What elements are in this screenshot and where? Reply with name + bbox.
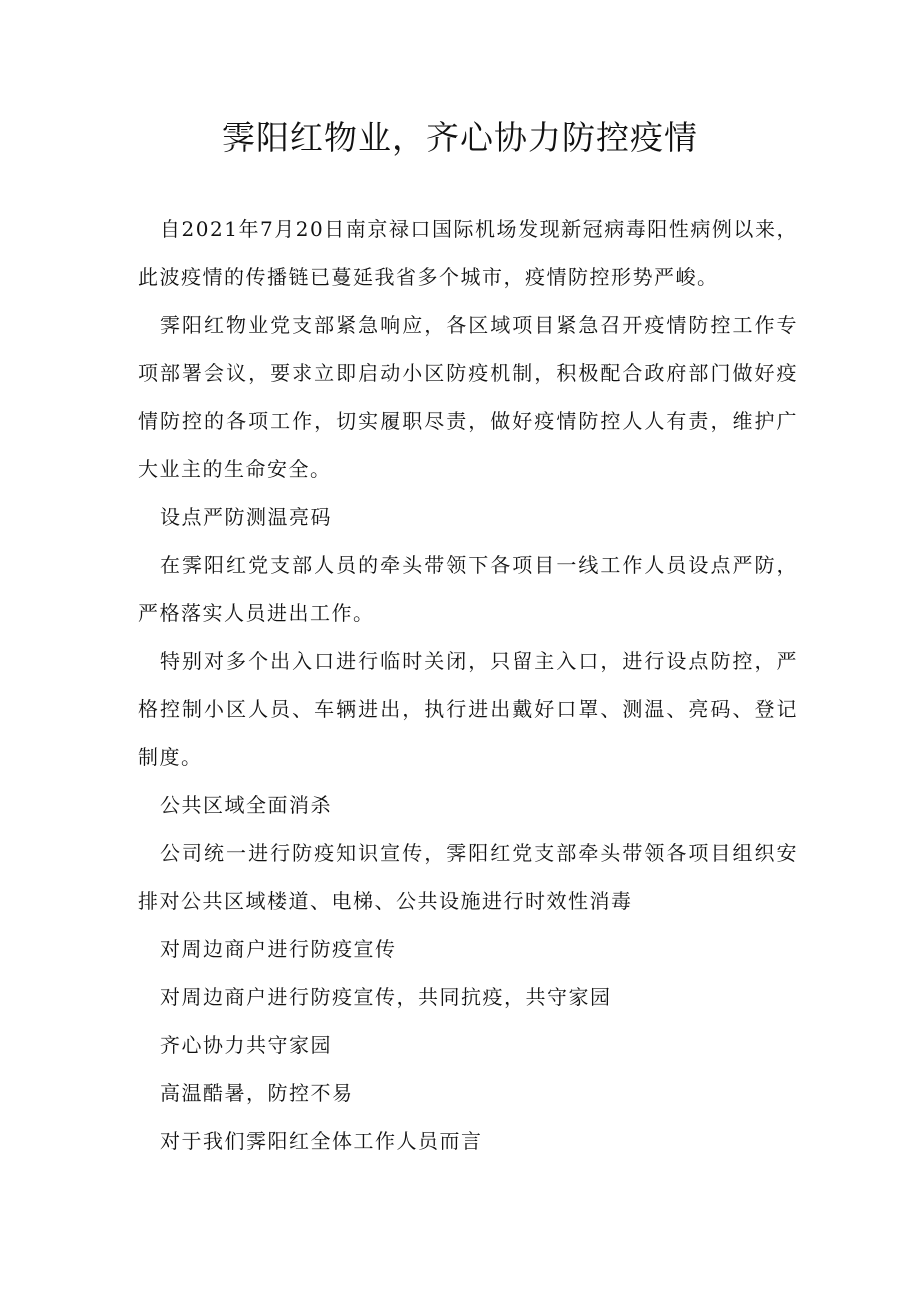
paragraph-party-response: 霁阳红物业党支部紧急响应，各区域项目紧急召开疫情防控工作专项部署会议，要求立即启动小区防疫机制，积极配合政府部门做好疫情防控的各项工作，切实履职尽责，做好疫情防控人人有责，维护广大业主的生命安全。 (138, 313, 798, 481)
paragraph-disinfection: 公司统一进行防疫知识宣传，霁阳红党支部牵头带领各项目组织安排对公共区域楼道、电梯、公共设施进行时效性消毒 (138, 841, 798, 913)
document-body (138, 205, 798, 1165)
section-heading-checkpoints: 设点严防测温亮码 (160, 505, 332, 529)
paragraph-heat: 高温酷暑，防控不易 (160, 1081, 354, 1105)
section-heading-merchant-publicity: 对周边商户进行防疫宣传 (160, 937, 397, 961)
paragraph-entrance-control: 特别对多个出入口进行临时关闭，只留主入口，进行设点防控，严格控制小区人员、车辆进出，执行进出戴好口罩、测温、亮码、登记制度。 (138, 649, 798, 769)
paragraph-merchant-publicity: 对周边商户进行防疫宣传，共同抗疫，共守家园 (160, 985, 612, 1009)
paragraph-outbreak-intro: 自2021年7月20日南京禄口国际机场发现新冠病毒阳性病例以来，此波疫情的传播链已蔓延我省多个城市，疫情防控形势严峻。 (138, 217, 798, 289)
paragraph-checkpoint-staff: 在霁阳红党支部人员的牵头带领下各项目一线工作人员设点严防，严格落实人员进出工作。 (138, 553, 798, 625)
section-heading-unity: 齐心协力共守家园 (160, 1033, 332, 1057)
document-title: 霁阳红物业，齐心协力防控疫情 (222, 118, 698, 157)
section-heading-disinfection: 公共区域全面消杀 (160, 793, 332, 817)
paragraph-staff: 对于我们霁阳红全体工作人员而言 (160, 1129, 483, 1153)
